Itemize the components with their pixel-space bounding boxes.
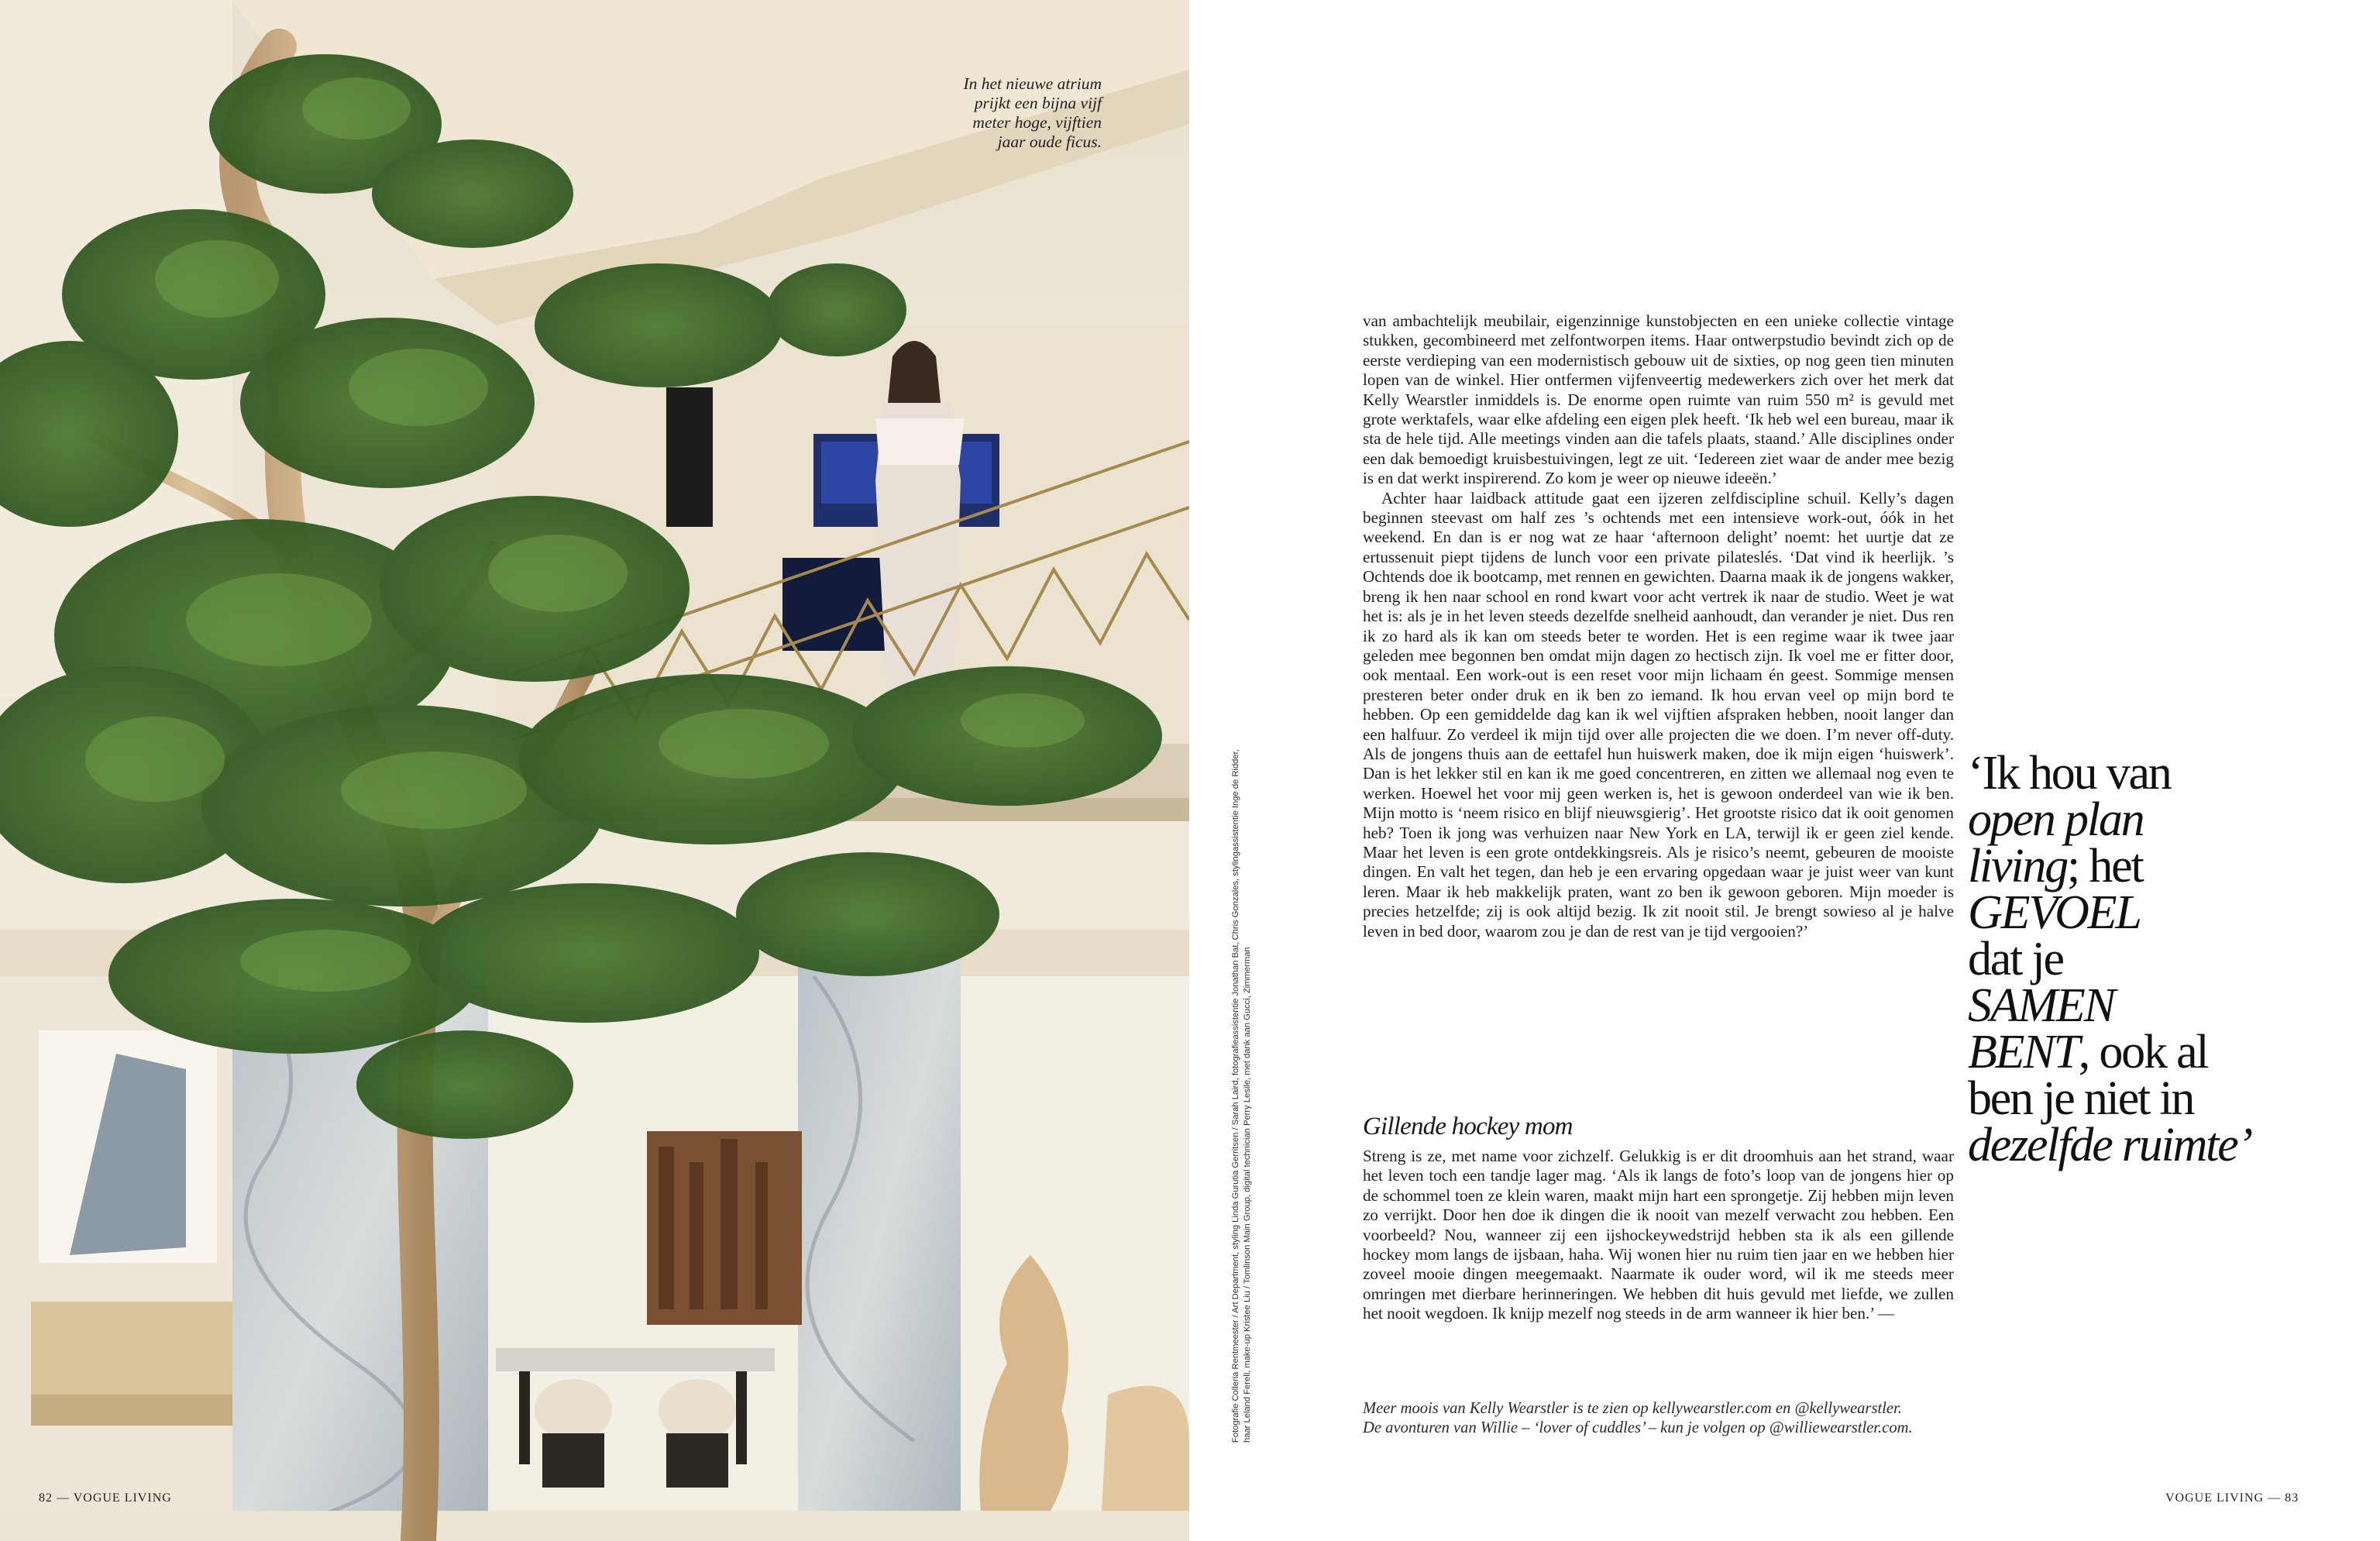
pull-quote-line [1968, 1026, 2324, 1078]
pull-quote-line: ben je niet in [1968, 1072, 2194, 1125]
caption-line: prijkt een bijna vijf [974, 94, 1102, 112]
pull-quote-text: , ook al [2078, 1026, 2208, 1078]
article-paragraph: Streng is ze, met name voor zichzelf. Gelukkig is er dit droomhuis aan het strand, waar het leven toch een tandje lager mag. ‘Als ik langs de foto’s loop van de jongens hier op de schommel toen ze klein waren, maakt mijn hart een sprongetje. Zij hebben mijn leven zo verrijkt. Door hen doe ik dingen die ik nooit van mezelf verwacht zou hebben. Een voorbeeld? Nou, wanneer zij een ijshockeywedstrijd hebben sta ik als een gillende hockey mom langs de ijsbaan, haha. Wij wonen hier nu ruim tien jaar en we hebben hier zoveel mooie dingen meegemaakt. Naarmate ik ouder word, wil ik me steeds meer omringen met dierbare herinneringen. We hebben dit huis gevuld met liefde, we zullen het nooit wegdoen. Ik knijp mezelf nog steeds in de arm wanneer ik hier ben.’ — [1363, 1147, 1954, 1323]
credits-line: Fotografie Colleria Rentmeester / Art Department, styling Linda Gurutia Gerritsen / Sarah Laird, fotografieassistentie Jonathan Bat, Chris Gonzales, stylingassistentie Inge de Ridder, [1231, 749, 1240, 1443]
pull-quote-emphasis: living [1968, 840, 2067, 893]
pull-quote-line: ‘Ik hou van [1968, 747, 2171, 800]
section-subheading: Gillende hockey mom [1363, 1113, 1573, 1140]
note-line: De avonturen van Willie – ‘lover of cuddles’ – kun je volgen op @williewearstler.com. [1363, 1419, 1913, 1436]
article-paragraph: Achter haar laidback attitude gaat een ijzeren zelfdiscipline schuil. Kelly’s dagen beginnen steevast om half zes ’s ochtends met een intensieve work-out, óók in het weekend. En dan is er nog wat ze haar ‘afternoon delight’ noemt: het uurtje dat ze ertussenuit piept tijdens de lunch voor een private pilateslés. ‘Dat vind ik heerlijk. ’s Ochtends doe ik bootcamp, met rennen en gewichten. Daarna maak ik de jongens wakker, breng ik hen naar school en rond kwart voor acht vertrek ik naar de studio. Weet je wat het is: als je in het leven steeds dezelfde snelheid aanhoudt, dan verander je niet. Dus ren ik zo hard als ik kan om steeds beter te worden. Het is een regime waar ik twee jaar geleden mee begonnen ben omdat mijn dagen zo hectisch zijn. Ik voel me er fitter door, ook mentaal. Een work-out is een reset voor mijn lichaam én geest. Sommige mensen presteren beter onder druk en ik ben zo iemand. Ik hou ervan veel op mijn bord te hebben. Op een gemiddelde dag kan ik wel vijftien afspraken hebben, nooit langer dan een halfuur. Zo verdeel ik mijn tijd over alle projecten die we doen. I’m never off-duty. Als de jongens thuis aan de eettafel hun huiswerk maken, doe ik mijn eigen ‘huiswerk’. Dan is het lekker stil en kan ik me goed concentreren, en zitten we allemaal nog even te werken. Hoewel het voor mij geen werken is, het is gewoon onderdeel van wie ik ben. Mijn motto is ‘neem risico en blijf nieuwsgierig’. Het grootste risico dat ik ooit genomen heb? Toen ik jong was verhuizen naar New York en LA, terwijl ik er geen ziel kende. Maar het leven is een grote ontdekkingsreis. Als je risico’s neemt, gebeuren de mooiste dingen. En valt het tegen, dan heb je een ervaring opgedaan waar je juist weer van kunt leren. Maar ik heb makkelijk praten, want zo ben ik gewoon geboren. Mijn moeder is precies hetzelfde; zij is ook altijd bezig. Ik zit nooit stil. Je brengt sowieso al je halve leven in bed door, waarom zou je dan de rest van je tijd vergooien?’ [1363, 488, 1954, 941]
photo-caption [899, 74, 1102, 152]
closing-note [1363, 1399, 1954, 1438]
pull-quote [1968, 747, 2324, 1171]
article-body [1363, 311, 1954, 941]
page-folio-right: VOGUE LIVING — 83 [2165, 1491, 2299, 1505]
pull-quote-emphasis: BENT [1968, 1026, 2079, 1078]
credits-line: haar Leland Ferell, make-up Kristee Liu / Tomlinson Main Group, digital technician Perry Lesile, met dank aan Gucci, Zimmerman [1243, 947, 1252, 1443]
pull-quote-emphasis: open plan [1968, 793, 2144, 846]
pull-quote-emphasis: SAMEN [1968, 979, 2114, 1032]
pull-quote-line [1968, 793, 2324, 846]
article-paragraph: van ambachtelijk meubilair, eigenzinnige kunstobjecten en een unieke collectie vintage stukken, gecombineerd met zelfontworpen items. Haar ontwerpstudio bevindt zich op de eerste verdieping van een modernistisch gebouw uit de sixties, op nog geen tien minuten lopen van de winkel. Hier ontfermen vijfenveertig medewerkers zich over het merk dat Kelly Wearstler inmiddels is. De enorme open ruimte van ruim 550 m² is gevuld met grote werktafels, waar elke afdeling een eigen plek heeft. ‘Ik heb wel een bureau, maar ik sta de hele tijd. Alle meetings vinden aan die tafels plaats, staand.’ Alle disciplines onder een dak bemoedigt kruisbestuivingen, legt ze uit. ‘Iedereen ziet waar de ander mee bezig is en dat werkt inspirerend. Zo kom je weer op nieuwe ideeën.’ [1363, 311, 1954, 488]
atrium-photo [0, 0, 1189, 1541]
caption-line: jaar oude ficus. [997, 132, 1102, 151]
pull-quote-emphasis: GEVOEL [1968, 886, 2141, 939]
pull-quote-line [1968, 886, 2324, 939]
article-body-2 [1363, 1147, 1954, 1324]
pull-quote-line [1968, 1119, 2324, 1171]
photo-credits [1230, 637, 1254, 1443]
caption-line: In het nieuwe atrium [963, 74, 1102, 93]
caption-line: meter hoge, vijftien [972, 113, 1102, 132]
pull-quote-line: dat je [1968, 933, 2063, 985]
atrium-photo-illustration [0, 0, 1189, 1541]
pull-quote-line [1968, 979, 2324, 1032]
pull-quote-line [1968, 840, 2324, 893]
pull-quote-text: ; het [2067, 840, 2143, 893]
pull-quote-emphasis: dezelfde ruimte’ [1968, 1119, 2251, 1171]
note-line: Meer moois van Kelly Wearstler is te zien op kellywearstler.com en @kellywearstler. [1363, 1400, 1902, 1417]
page-folio-left: 82 — VOGUE LIVING [39, 1491, 172, 1505]
